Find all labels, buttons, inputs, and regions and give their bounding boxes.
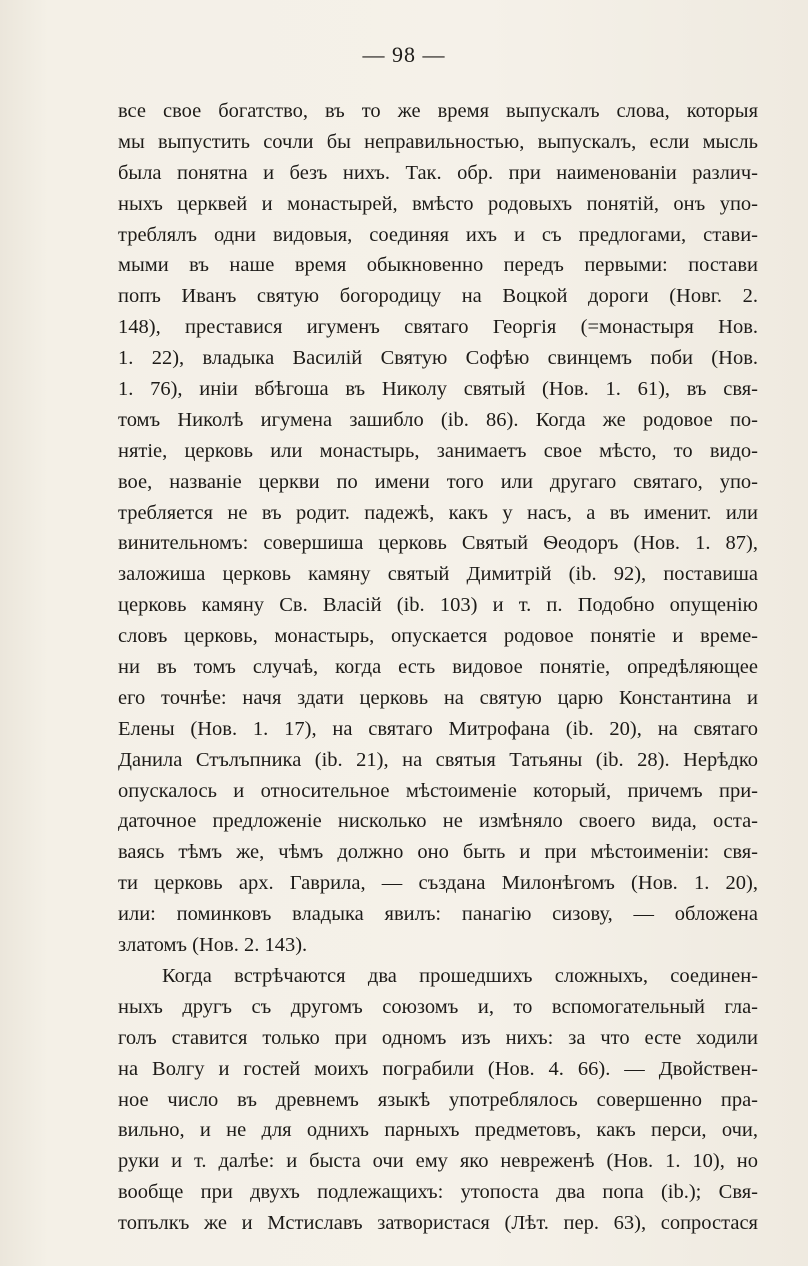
text-line: на Волгу и гостей моихъ пограбили (Нов. 4. 66). — Двойствен- — [118, 1057, 758, 1080]
text-line: ныхъ другъ съ другомъ союзомъ и, то вспомогательный гла- — [118, 995, 758, 1018]
text-line: Елены (Нов. 1. 17), на святаго Митрофана (ib. 20), на святаго — [118, 717, 758, 740]
text-line-paragraph-end: златомъ (Нов. 2. 143). — [118, 934, 308, 957]
text-line: даточное предложеніе нисколько не измѣняло своего вида, оста- — [118, 810, 758, 833]
text-line: была понятна и безъ нихъ. Так. обр. при наименованіи различ- — [118, 161, 758, 184]
text-line: его точнѣе: начя здати церковь на святую царю Константина и — [118, 686, 758, 709]
page-number: — 98 — — [362, 42, 446, 67]
text-line: ное число въ древнемъ языкѣ употреблялось совершенно пра- — [118, 1088, 758, 1111]
text-line: ти церковь арх. Гаврила, — създана Милонѣгомъ (Нов. 1. 20), — [118, 872, 758, 895]
text-line: Данила Стълъпника (ib. 21), на святыя Татьяны (ib. 28). Нерѣдко — [118, 748, 758, 771]
text-line: томъ Николѣ игумена зашибло (ib. 86). Когда же родовое по- — [118, 408, 758, 431]
text-line: нятіе, церковь или монастырь, занимаетъ свое мѣсто, то видо- — [118, 439, 758, 462]
text-line: мыми въ наше время обыкновенно передъ первыми: постави — [118, 254, 758, 277]
text-line: треблялъ одни видовыя, соединяя ихъ и съ предлогами, стави- — [118, 223, 758, 246]
text-line: 1. 76), иніи вбѣгоша въ Николу святый (Нов. 1. 61), въ свя- — [118, 378, 758, 401]
text-line: вое, названіе церкви по имени того или другаго святаго, упо- — [118, 470, 758, 493]
text-line: заложиша церковь камяну святый Димитрій (ib. 92), поставиша — [118, 563, 758, 586]
text-line: ни въ томъ случаѣ, когда есть видовое понятіе, опредѣляющее — [118, 656, 758, 679]
page-text — [118, 96, 758, 1239]
text-line: голъ ставится только при одномъ изъ нихъ: за что есте ходили — [118, 1026, 758, 1049]
text-line: винительномъ: совершиша церковь Святый Ѳеодоръ (Нов. 1. 87), — [118, 532, 758, 555]
text-line: опускалось и относительное мѣстоименіе который, причемъ при- — [118, 779, 758, 802]
text-line: все свое богатство, въ то же время выпускалъ слова, которыя — [118, 100, 758, 122]
text-line: руки и т. далѣе: и быста очи ему яко невреженѣ (Нов. 1. 10), но — [118, 1150, 758, 1173]
text-line: вообще при двухъ подлежащихъ: утопоста два попа (ib.); Свя- — [118, 1181, 758, 1204]
text-line: ныхъ церквей и монастырей, вмѣсто родовыхъ понятій, онъ упо- — [118, 192, 758, 215]
text-line: церковь камяну Св. Власій (ib. 103) и т. п. Подобно опущенію — [118, 594, 758, 617]
text-line: топълкъ же и Мстиславъ затвористася (Лѣт. пер. 63), сопростася — [118, 1212, 758, 1235]
text-line: словъ церковь, монастырь, опускается родовое понятіе и време- — [118, 625, 758, 648]
text-line: требляется не въ родит. падежѣ, какъ у насъ, а въ именит. или — [118, 501, 758, 524]
text-line: 148), преставися игуменъ святаго Георгія (=монастыря Нов. — [118, 316, 758, 339]
text-line: попъ Иванъ святую богородицу на Воцкой дороги (Новг. 2. — [118, 285, 758, 308]
text-line: или: поминковъ владыка явилъ: панагію сизову, — обложена — [118, 903, 758, 926]
text-line: ваясь тѣмъ же, чѣмъ должно оно быть и при мѣстоименіи: свя- — [118, 841, 758, 864]
text-line-paragraph-start: Когда встрѣчаются два прошедшихъ сложныхъ, соединен- — [162, 964, 758, 987]
text-line: 1. 22), владыка Василій Святую Софѣю свинцемъ поби (Нов. — [118, 347, 758, 370]
text-line: вильно, и не для однихъ парныхъ предметовъ, какъ перси, очи, — [118, 1119, 758, 1142]
text-line: мы выпустить сочли бы неправильностью, выпускалъ, если мысль — [118, 130, 758, 153]
